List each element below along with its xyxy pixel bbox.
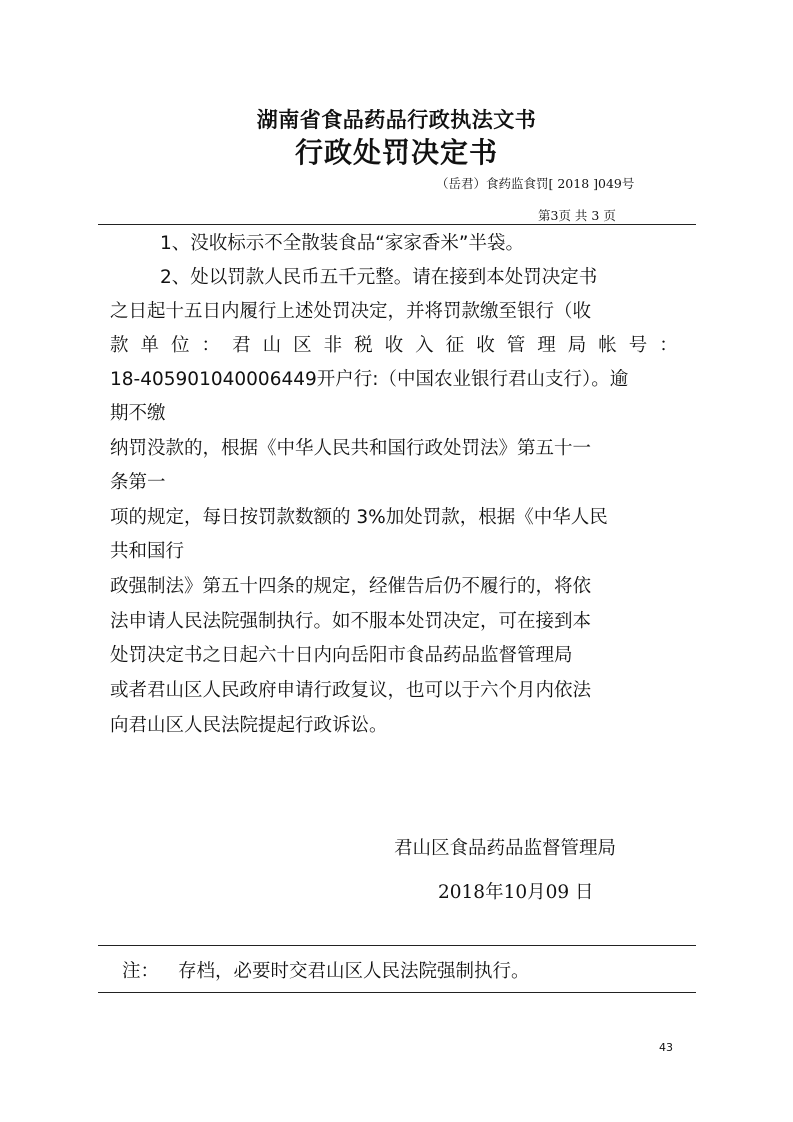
justified-char: 非 xyxy=(323,335,343,356)
justified-char: 收 xyxy=(384,335,404,356)
body-line-justified xyxy=(110,333,678,359)
justified-char: ： xyxy=(659,335,678,356)
justified-char: 局 xyxy=(567,335,587,356)
justified-char: 位 xyxy=(171,335,190,356)
body-line: 向君山区人民法院提起行政诉讼。 xyxy=(110,715,388,736)
note-label: 注： xyxy=(122,961,160,982)
body-line: 之日起十五日内履行上述处罚决定，并将罚款缴至银行（收 xyxy=(110,301,592,322)
justified-char: 帐 xyxy=(598,335,617,356)
justified-char: 理 xyxy=(537,335,556,356)
body-line: 法申请人民法院强制执行。如不服本处罚决定，可在接到本 xyxy=(110,611,592,632)
body-line: 1、没收标示不全散装食品“家家香米”半袋。 xyxy=(160,233,524,254)
justified-char: 区 xyxy=(293,335,312,356)
body-line: 条第一 xyxy=(110,472,166,493)
note-top-divider xyxy=(98,945,696,946)
body-line: 共和国行 xyxy=(110,541,185,562)
body-line: 期不缴 xyxy=(110,403,166,424)
body-line: 或者君山区人民政府申请行政复议，也可以于六个月内依法 xyxy=(110,680,592,701)
justified-char: 单 xyxy=(140,335,160,356)
signature-organization: 君山区食品药品监督管理局 xyxy=(394,838,617,859)
body-line: 项的规定，每日按罚款数额的 3%加处罚款，根据《中华人民 xyxy=(110,507,608,528)
note-bottom-divider xyxy=(98,992,696,993)
document-title: 行政处罚决定书 xyxy=(294,136,498,169)
page-count: 第3页 共 3 页 xyxy=(538,208,616,223)
note-text: 存档，必要时交君山区人民法院强制执行。 xyxy=(178,961,530,982)
justified-char: 收 xyxy=(476,335,495,356)
justified-char: 款 xyxy=(110,335,129,356)
body-line: 处罚决定书之日起六十日内向岳阳市食品药品监督管理局 xyxy=(110,645,573,666)
justified-char: 征 xyxy=(445,335,465,356)
justified-char: 山 xyxy=(262,335,282,356)
justified-char: 税 xyxy=(354,335,373,356)
justified-char: 号 xyxy=(628,335,648,356)
body-line: 纳罚没款的，根据《中华人民共和国行政处罚法》第五十一 xyxy=(110,438,592,459)
body-line: 2、处以罚款人民币五千元整。请在接到本处罚决定书 xyxy=(160,267,598,288)
justified-char: 入 xyxy=(415,335,434,356)
body-line: 政强制法》第五十四条的规定，经催告后仍不履行的，将依 xyxy=(110,576,592,597)
justified-char: 管 xyxy=(506,335,526,356)
page-number: 43 xyxy=(659,1041,673,1054)
body-line: 18-405901040006449开户行:（中国农业银行君山支行）。逾 xyxy=(110,369,629,390)
header-title: 湖南省食品药品行政执法文书 xyxy=(256,108,537,132)
header-divider xyxy=(98,224,696,225)
justified-char: 君 xyxy=(232,335,251,356)
justified-char: ： xyxy=(201,335,221,356)
signature-date: 2018年10月09 日 xyxy=(438,882,594,903)
document-number: （岳君）食药监食罚[ 2018 ]049号 xyxy=(436,176,635,191)
